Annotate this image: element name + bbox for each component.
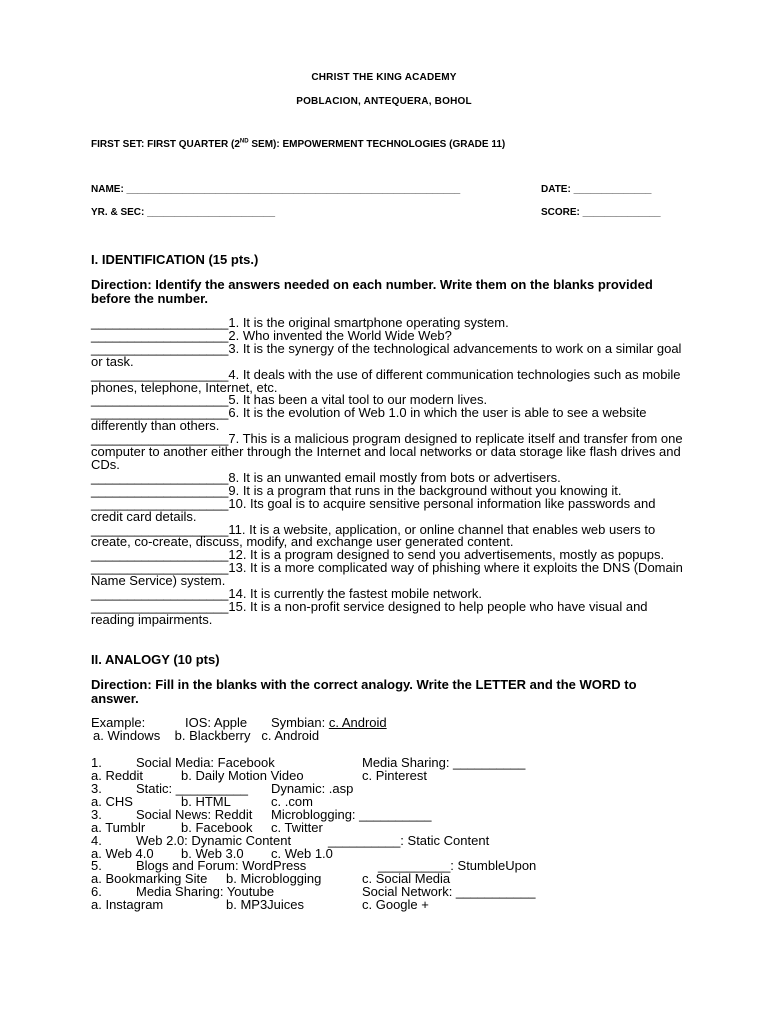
choice-c: c. Google + <box>362 897 429 912</box>
analogy-question: Social Network: ___________ <box>362 884 536 899</box>
analogy-question: Dynamic: .asp <box>271 781 354 796</box>
choice-a: a. Instagram <box>91 897 164 912</box>
identification-list <box>91 317 683 627</box>
set-title: FIRST SET: FIRST QUARTER (2ND SEM): EMPOWERMENT TECHNOLOGIES (GRADE 11) <box>91 138 506 150</box>
choice-b: b. Web 3.0 <box>181 846 244 861</box>
list-item: ___________________13. It is a more complicated way of phishing where it exploits the DNS (Domain Name Service) system. <box>91 560 683 589</box>
choice-a: a. Web 4.0 <box>91 846 154 861</box>
analogy-question: Microblogging: __________ <box>271 807 432 822</box>
analogy-number: 4. <box>91 833 102 848</box>
analogy-question: __________: Static Content <box>328 833 490 848</box>
list-item: ___________________8. It is an unwanted email mostly from bots or advertisers. <box>91 469 561 485</box>
school-address: POBLACION, ANTEQUERA, BOHOL <box>296 96 472 107</box>
list-item: ___________________5. It has been a vital tool to our modern lives. <box>91 392 488 408</box>
name-field: NAME: ____________________________________________________________ <box>91 184 461 195</box>
analogy-question: __________: StumbleUpon <box>378 858 537 873</box>
list-item: ___________________3. It is the synergy of the technological advancements to work on a similar goal or task. <box>91 340 682 369</box>
example-pair: IOS: Apple <box>185 715 248 730</box>
list-item: ___________________9. It is a program that runs in the background without you knowing it. <box>91 482 622 498</box>
choice-b: b. HTML <box>181 794 231 809</box>
analogy-pair: Social News: Reddit <box>136 807 253 822</box>
list-item: ___________________6. It is the evolution of Web 1.0 in which the user is able to see a website differently than others. <box>91 405 647 434</box>
analogy-number: 3. <box>91 781 102 796</box>
choice-c: c. Twitter <box>271 820 323 835</box>
analogy-question: Media Sharing: __________ <box>362 755 526 770</box>
score-field: SCORE: ______________ <box>541 207 661 218</box>
choice-b: b. MP3Juices <box>226 897 305 912</box>
list-item: ___________________10. Its goal is to acquire sensitive personal information like passwords and credit card details. <box>91 495 656 524</box>
list-item: ___________________12. It is a program designed to send you advertisements, mostly as popups. <box>91 547 665 563</box>
choice-b: b. Microblogging <box>226 871 322 886</box>
date-field: DATE: ______________ <box>541 184 652 195</box>
section1-direction: Direction: Identify the answers needed on each number. Write them on the blanks provided before the number. <box>91 277 653 306</box>
list-item: ___________________11. It is a website, application, or online channel that enables web users to create, co-create, discuss, modify, and exchange user generated content. <box>91 521 656 550</box>
analogy-number: 6. <box>91 884 102 899</box>
list-item: ___________________14. It is currently the fastest mobile network. <box>91 586 482 602</box>
analogy-pair: Media Sharing: Youtube <box>136 884 275 899</box>
school-name: CHRIST THE KING ACADEMY <box>311 72 457 83</box>
list-item: ___________________2. Who invented the World Wide Web? <box>91 327 452 343</box>
analogy-pair: Static: __________ <box>136 781 249 796</box>
choice-b: b. Facebook <box>181 820 253 835</box>
analogy-pair: Social Media: Facebook <box>136 755 275 770</box>
analogy-pair: Web 2.0: Dynamic Content <box>136 833 292 848</box>
choice-c: c. Web 1.0 <box>271 846 333 861</box>
analogy-pair: Blogs and Forum: WordPress <box>136 858 307 873</box>
yr-sec-field: YR. & SEC: _______________________ <box>91 207 276 218</box>
choice-a: a. Reddit <box>91 768 144 783</box>
choice-c: c. .com <box>271 794 313 809</box>
example-label: Example: <box>91 715 146 730</box>
choice-c: c. Pinterest <box>362 768 428 783</box>
example-choices: a. Windows b. Blackberry c. Android <box>93 728 320 743</box>
list-item: ___________________1. It is the original smartphone operating system. <box>91 315 509 330</box>
analogy-number: 5. <box>91 858 102 873</box>
section2-direction: Direction: Fill in the blanks with the correct analogy. Write the LETTER and the WORD to answer. <box>91 677 637 706</box>
choice-c: c. Social Media <box>362 871 451 886</box>
section2-title: II. ANALOGY (10 pts) <box>91 652 220 667</box>
list-item: ___________________4. It deals with the use of different communication technologies such as mobile phones, telephone, Internet, etc. <box>91 366 681 395</box>
section1-title: I. IDENTIFICATION (15 pts.) <box>91 252 259 267</box>
list-item: ___________________7. This is a malicious program designed to replicate itself and transfer from one computer to another either through the Internet and local networks or data storage like flash drives and CDs. <box>91 431 683 472</box>
list-item: ___________________15. It is a non-profit service designed to help people who have visual and reading impairments. <box>91 598 648 627</box>
choice-a: a. Bookmarking Site <box>91 871 208 886</box>
choice-b: b. Daily Motion Video <box>181 768 304 783</box>
choice-a: a. Tumblr <box>91 820 146 835</box>
analogy-number: 1. <box>91 755 102 770</box>
analogy-number: 3. <box>91 807 102 822</box>
choice-a: a. CHS <box>91 794 133 809</box>
example-question: Symbian: c. Android <box>271 715 387 730</box>
